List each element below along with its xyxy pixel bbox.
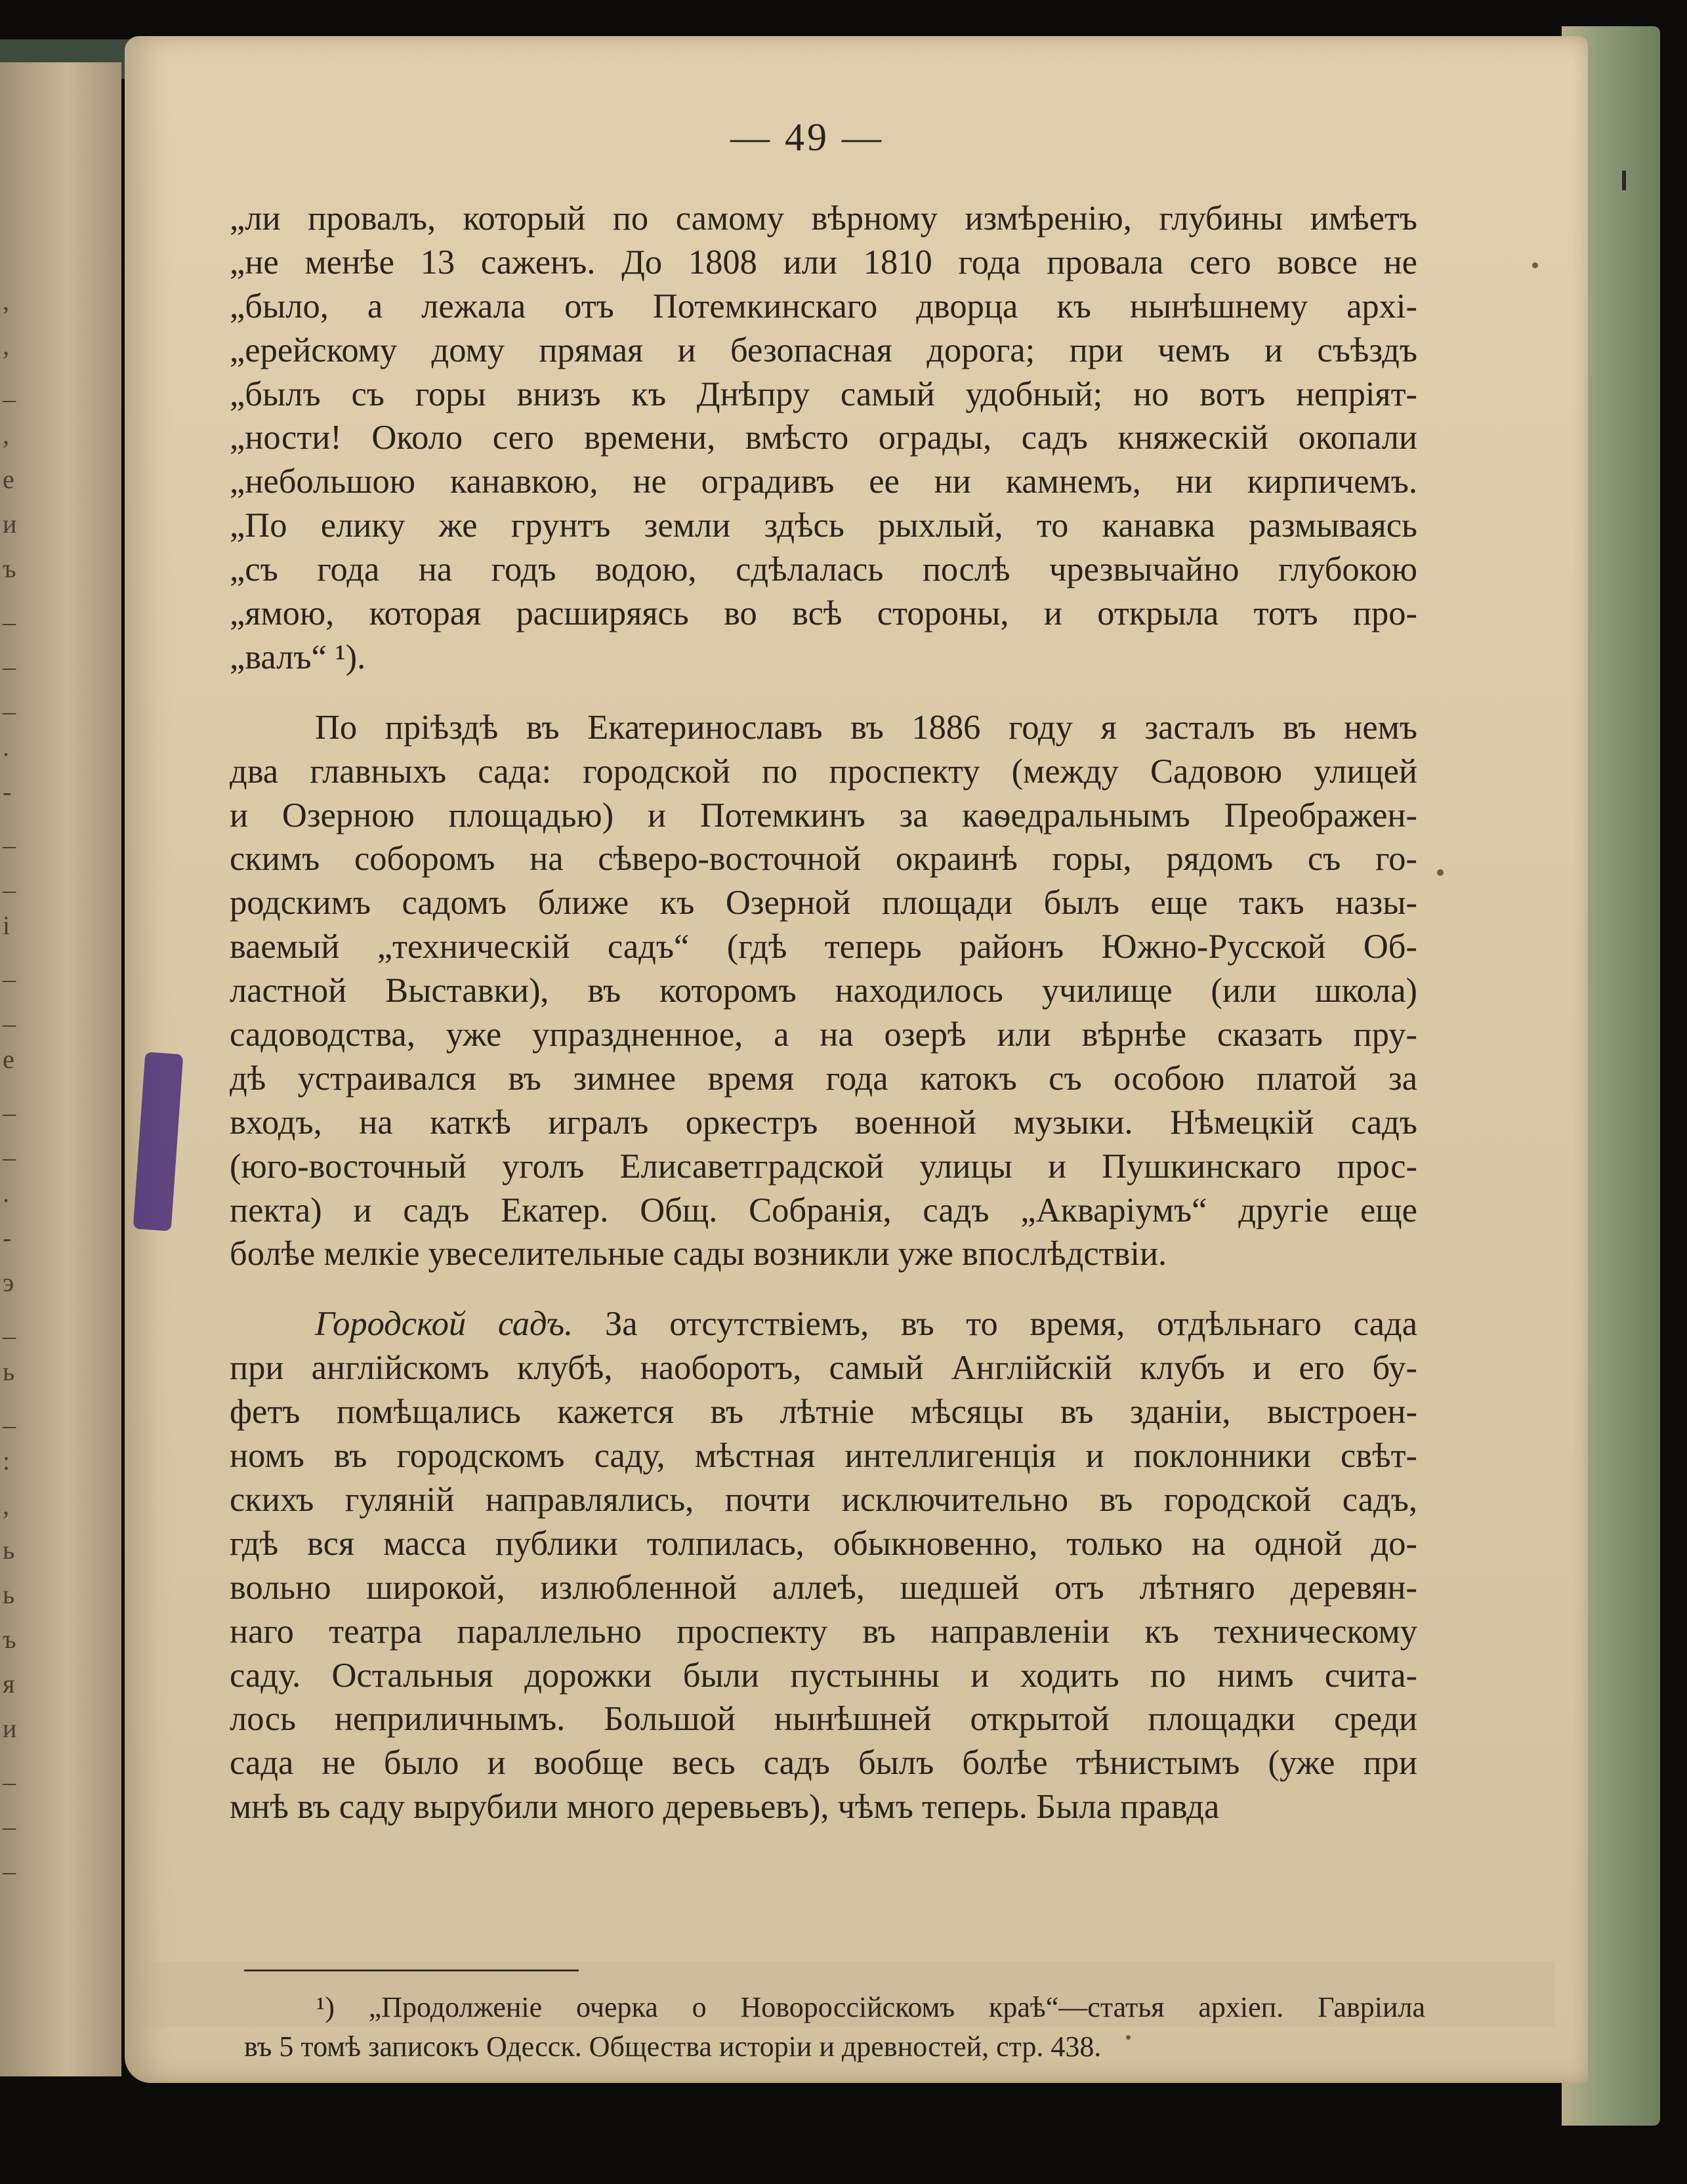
text-line: скихъ гуляній направлялись, почти исключительно въ городской садъ, — [230, 1480, 1417, 1519]
footnote — [244, 1988, 1425, 2067]
left-page-fragment: _ — [3, 1847, 16, 1877]
text-line: скимъ соборомъ на сѣверо-восточной окраинѣ горы, рядомъ съ го- — [230, 840, 1417, 878]
text-line: родскимъ садомъ ближе къ Озерной площади былъ еще такъ назы- — [230, 884, 1417, 922]
text-line: „ерейскому дому прямая и безопасная дорога; при чемъ и съѣздъ — [230, 331, 1417, 369]
text-line: болѣе мелкіе увеселительные сады возникли уже впослѣдствіи. — [230, 1235, 1167, 1273]
text-line: „По елику же грунтъ земли здѣсь рыхлый, то канавка размываясь — [230, 506, 1417, 545]
left-page-fragment: е — [3, 1044, 14, 1074]
left-page-fragment: ь — [3, 1580, 15, 1609]
text-line: „ли провалъ, который по самому вѣрному измѣренію, глубины имѣетъ — [230, 199, 1417, 237]
text-line: дѣ устраивался въ зимнее время года катокъ съ особою платой за — [230, 1059, 1417, 1098]
paragraph-gap — [230, 1276, 1417, 1302]
footnote-line: ¹) „Продолженіе очерка о Новороссійскомъ краѣ“—статья архіеп. Гавріила — [316, 1991, 1425, 2023]
left-page-fragment: _ — [3, 866, 16, 896]
left-page-fragment: ъ — [3, 554, 16, 583]
left-page-fragment: и — [3, 1714, 17, 1743]
text-line: наго театра параллельно проспекту въ направленіи къ техническому — [230, 1612, 1417, 1651]
text-line: пекта) и садъ Екатер. Общ. Собранія, садъ „Акваріумъ“ другіе еще — [230, 1191, 1417, 1229]
left-page-fragment: и — [3, 509, 17, 539]
section-heading: Городской садъ. — [315, 1305, 573, 1344]
text-line: садоводства, уже упраздненное, а на озерѣ или вѣрнѣе сказать пру- — [230, 1016, 1417, 1054]
text-line: „ности! Около сего времени, вмѣсто ограды, садъ княжескій окопали — [230, 419, 1417, 457]
left-page-fragment: я — [3, 1669, 15, 1699]
left-page-fragment: , — [3, 1491, 9, 1520]
text-line: гдѣ вся масса публики толпилась, обыкновенно, только на одной до- — [230, 1524, 1417, 1563]
left-page-fragment: - — [3, 1223, 12, 1252]
text-line: „не менѣе 13 саженъ. До 1808 или 1810 года провала сего вовсе не — [230, 243, 1417, 281]
text-line: ваемый „техническій садъ“ (гдѣ теперь районъ Южно-Русской Об- — [230, 928, 1417, 966]
left-page-fragment: , — [3, 331, 9, 360]
text-line: „небольшою канавкою, не оградивъ ее ни камнемъ, ни кирпичемъ. — [230, 463, 1417, 501]
text-line: саду. Остальныя дорожки были пустынны и ходить по нимъ счита- — [230, 1656, 1417, 1695]
left-page-text-fragments — [3, 279, 29, 1885]
left-page-fragment: _ — [3, 643, 16, 672]
paragraph-gap — [230, 680, 1417, 706]
text-line: „былъ съ горы внизъ къ Днѣпру самый удобный; но вотъ непріят- — [230, 375, 1417, 413]
text-line: фетъ помѣщались кажется въ лѣтніе мѣсяцы въ зданіи, выстроен- — [230, 1393, 1417, 1432]
left-page-fragment: _ — [3, 821, 16, 851]
paper-speck — [1532, 262, 1538, 268]
text-line: номъ въ городскомъ саду, мѣстная интеллигенція и поклонники свѣт- — [230, 1437, 1417, 1475]
paragraph — [230, 706, 1417, 1277]
left-page-fragment: _ — [3, 1000, 16, 1029]
cover-edge-mark — [1622, 171, 1626, 190]
text-line-rest: За отсутствіемъ, въ то время, отдѣльнаго сада — [573, 1305, 1418, 1344]
left-page-fragment: ь — [3, 1535, 15, 1565]
text-line: вольно широкой, излюбленной аллеѣ, шедшей отъ лѣтняго деревян- — [230, 1568, 1417, 1607]
paragraph — [230, 197, 1417, 680]
text-line: „валъ“ ¹). — [230, 638, 366, 676]
footnote-line: въ 5 томѣ записокъ Одесск. Общества исторіи и древностей, стр. 438. — [244, 2030, 1102, 2063]
text-line: два главныхъ сада: городской по проспекту (между Садовою улицей — [230, 752, 1417, 791]
left-page-fragment: - — [3, 777, 12, 806]
left-page-fragment: э — [3, 1267, 14, 1297]
text-line: и Озерною площадью) и Потемкинъ за каѳедральнымъ Преображен- — [230, 796, 1417, 834]
left-page-fragment: _ — [3, 955, 16, 985]
left-page-fragment: : — [3, 1446, 10, 1475]
left-page-fragment: _ — [3, 1134, 16, 1163]
body-text — [230, 197, 1417, 1829]
left-page-fragment: i — [3, 911, 10, 940]
text-line: (юго-восточный уголъ Елисаветградской улицы и Пушкинскаго прос- — [230, 1147, 1417, 1185]
left-page-fragment: , — [3, 286, 9, 316]
left-page-fragment: . — [3, 1178, 9, 1208]
text-line: входъ, на каткѣ игралъ оркестръ военной музыки. Нѣмецкій садъ — [230, 1103, 1417, 1142]
page-number: — 49 — — [730, 115, 884, 159]
left-page-fragment: , — [3, 420, 9, 449]
text-line: „съ года на годъ водою, сдѣлалась послѣ чрезвычайно глубокою — [230, 550, 1417, 589]
left-page-fragment: _ — [3, 1401, 16, 1431]
paragraph — [230, 1302, 1417, 1829]
text-line — [230, 1302, 1417, 1346]
text-line: мнѣ въ саду вырубили много деревьевъ), чѣмъ теперь. Была правда — [230, 1788, 1220, 1826]
text-line: при англійскомъ клубѣ, наоборотъ, самый Англійскій клубъ и его бу- — [230, 1349, 1417, 1388]
left-page-fragment: _ — [3, 688, 16, 717]
text-line: лось неприличнымъ. Большой нынѣшней открытой площадки среди — [230, 1700, 1417, 1739]
left-page-fragment: _ — [3, 1758, 16, 1788]
left-page-fragment: е — [3, 464, 14, 494]
left-page-fragment: _ — [3, 1089, 16, 1119]
left-page-fragment: ь — [3, 1357, 15, 1386]
left-page-fragment: _ — [3, 1312, 16, 1342]
left-page-fragment: _ — [3, 598, 16, 628]
text-line: сада не было и вообще весь садъ былъ болѣе тѣнистымъ (уже при — [230, 1744, 1417, 1782]
left-page-fragment: _ — [3, 1803, 16, 1832]
footnote-divider — [244, 1969, 579, 1971]
left-page-edge — [0, 62, 121, 2076]
text-line: По пріѣздѣ въ Екатеринославъ въ 1886 году я засталъ въ немъ — [315, 708, 1417, 747]
text-line: ластной Выставки), въ которомъ находилось училище (или школа) — [230, 972, 1417, 1010]
text-line: „было, а лежала отъ Потемкинскаго дворца къ нынѣшнему архі- — [230, 287, 1417, 325]
paper-speck — [1437, 869, 1444, 876]
text-line: „ямою, которая расширяясь во всѣ стороны, и открыла тотъ про- — [230, 594, 1417, 633]
left-page-fragment: . — [3, 732, 9, 762]
left-page-fragment: ъ — [3, 1624, 16, 1654]
left-page-fragment: _ — [3, 375, 16, 405]
